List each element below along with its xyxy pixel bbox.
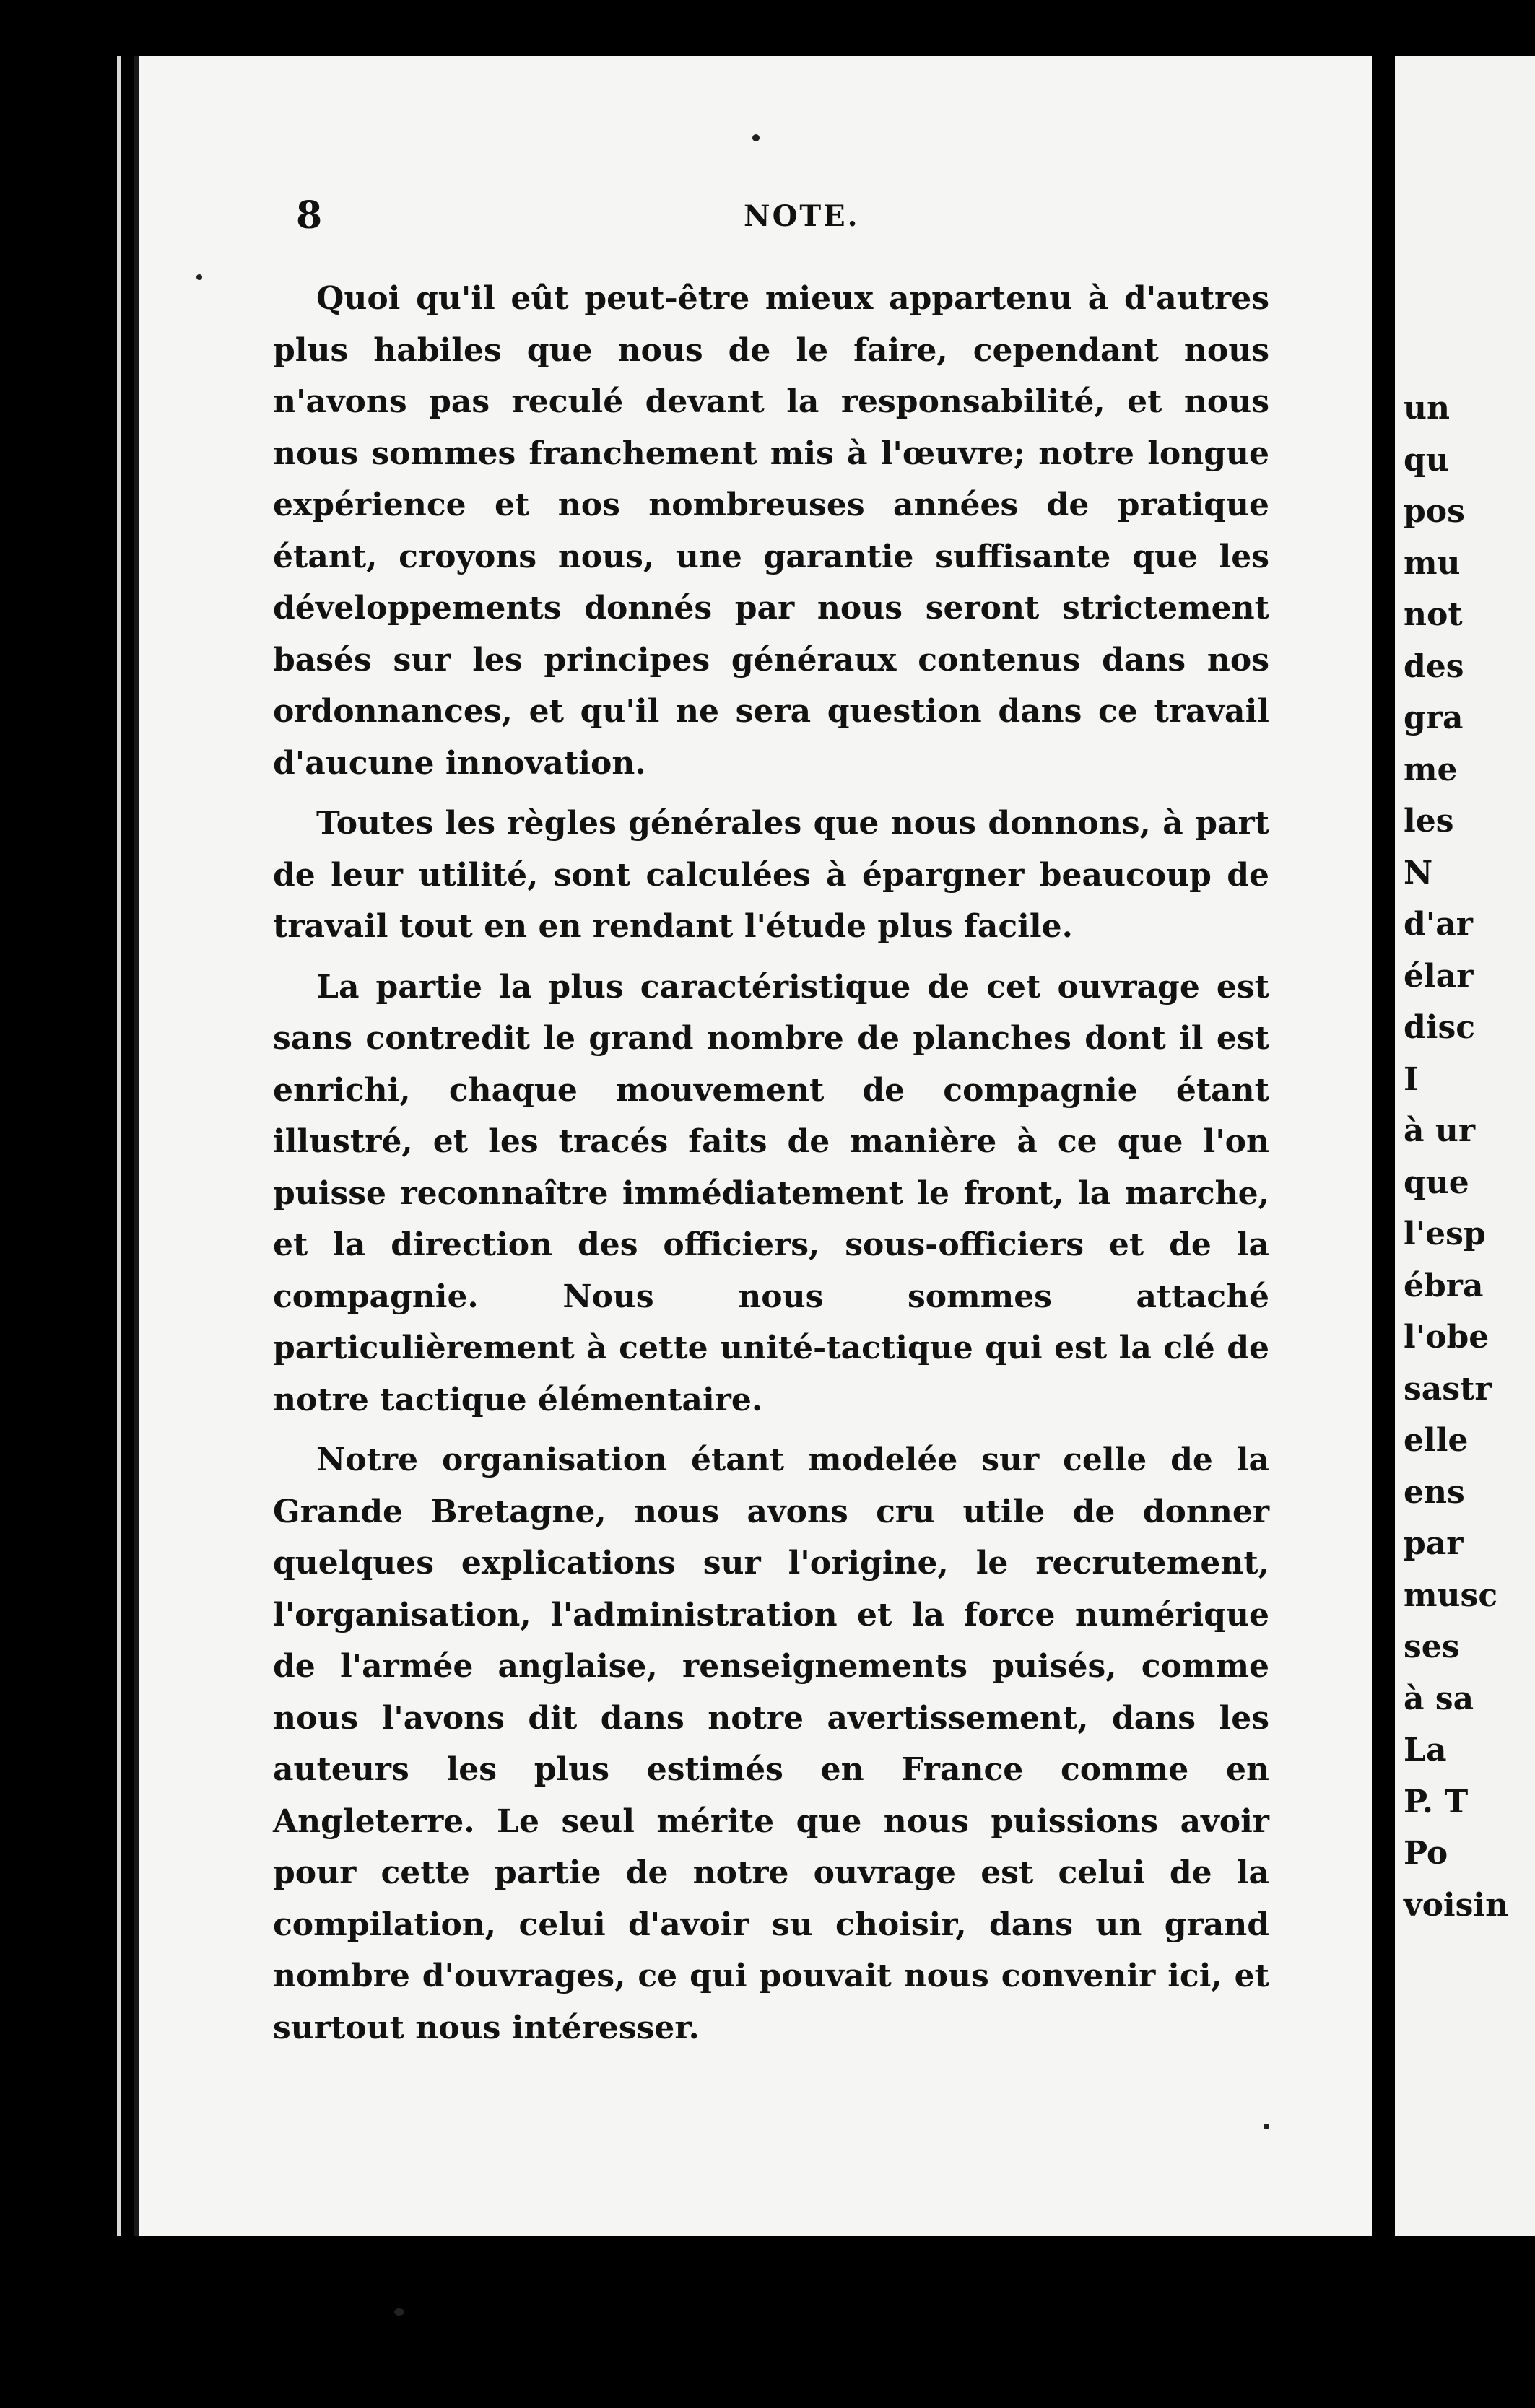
facing-page	[1395, 56, 1535, 2236]
facing-page-fragment: un	[1404, 390, 1450, 427]
running-head: NOTE.	[744, 199, 860, 233]
speck	[196, 274, 202, 280]
page-edge	[117, 56, 121, 2236]
facing-page-fragment: elle	[1404, 1422, 1469, 1459]
facing-page-fragment: voisin	[1404, 1886, 1509, 1924]
speck	[752, 134, 760, 141]
facing-page-fragment: par	[1404, 1525, 1464, 1562]
facing-page-fragment: disc	[1404, 1009, 1476, 1046]
facing-page-fragment: ses	[1404, 1628, 1460, 1665]
facing-page-fragment: gra	[1404, 699, 1464, 736]
facing-page-fragment: sastr	[1404, 1370, 1492, 1408]
facing-page-fragment: N	[1404, 854, 1433, 891]
facing-page-fragment: pos	[1404, 493, 1465, 530]
page-header	[296, 193, 1271, 251]
facing-page-fragment: des	[1404, 647, 1464, 685]
facing-page-fragment: musc	[1404, 1576, 1498, 1614]
facing-page-fragment: qu	[1404, 441, 1449, 479]
paragraph: Notre organisation étant modelée sur celle de la Grande Bretagne, nous avons cru utile de donner quelques explications sur l'origine, le recrutement, l'organisation, l'administration et la force numérique de l'armée anglaise, renseignements puisés, comme nous l'avons dit dans notre avertissement, dans les auteurs les plus estimés en France comme en Angleterre. Le seul mérite que nous puissions avoir pour cette partie de notre ouvrage est celui de la compilation, celui d'avoir su choisir, dans un grand nombre d'ouvrages, ce qui pouvait nous convenir ici, et surtout nous intéresser.	[273, 1441, 1269, 2046]
speck	[1264, 2124, 1269, 2129]
facing-page-fragment: ébra	[1404, 1267, 1484, 1304]
facing-page-fragment: Po	[1404, 1835, 1448, 1872]
facing-page-fragment: l'obe	[1404, 1319, 1490, 1356]
facing-page-fragment: les	[1404, 803, 1454, 839]
page-number: 8	[296, 193, 323, 237]
facing-page-fragment: P. T	[1404, 1783, 1469, 1820]
facing-page-fragment: élar	[1404, 957, 1474, 995]
paragraph: Quoi qu'il eût peut-être mieux appartenu à d'autres plus habiles que nous de le faire, cependant nous n'avons pas reculé devant la responsabilité, et nous nous sommes franchement mis à l'œuvre; notre longue expérience et nos nombreuses années de pratique étant, croyons nous, une garantie suffisante que les développements donnés par nous seront strictement basés sur les principes généraux contenus dans nos ordonnances, et qu'il ne sera question dans ce travail d'aucune innovation.	[273, 280, 1269, 782]
facing-page-fragment: not	[1404, 596, 1463, 633]
facing-page-text	[1404, 383, 1535, 1931]
facing-page-fragment: I	[1404, 1060, 1419, 1098]
facing-page-fragment: d'ar	[1404, 906, 1473, 943]
facing-page-fragment: l'esp	[1404, 1216, 1486, 1252]
paragraph: La partie la plus caractéristique de cet ouvrage est sans contredit le grand nombre de planches dont il est enrichi, chaque mouvement de compagnie étant illustré, et les tracés faits de manière à ce que l'on puisse reconnaître immédiatement le front, la marche, et la direction des officiers, sous-officiers et de la compagnie. Nous nous sommes attaché particulièrement à cette unité-tactique qui est la clé de notre tactique élémentaire.	[273, 968, 1269, 1418]
body-text	[273, 273, 1269, 2062]
facing-page-fragment: à sa	[1404, 1680, 1474, 1717]
facing-page-fragment: mu	[1404, 544, 1461, 582]
facing-page-fragment: à ur	[1404, 1112, 1475, 1149]
facing-page-fragment: ens	[1404, 1473, 1465, 1511]
speck	[394, 2308, 404, 2316]
paragraph: Toutes les règles générales que nous donnons, à part de leur utilité, sont calculées à épargner beaucoup de travail tout en en rendant l'étude plus facile.	[273, 805, 1269, 945]
facing-page-fragment: La	[1404, 1732, 1447, 1768]
facing-page-fragment: que	[1404, 1164, 1469, 1201]
facing-page-fragment: me	[1404, 751, 1458, 788]
